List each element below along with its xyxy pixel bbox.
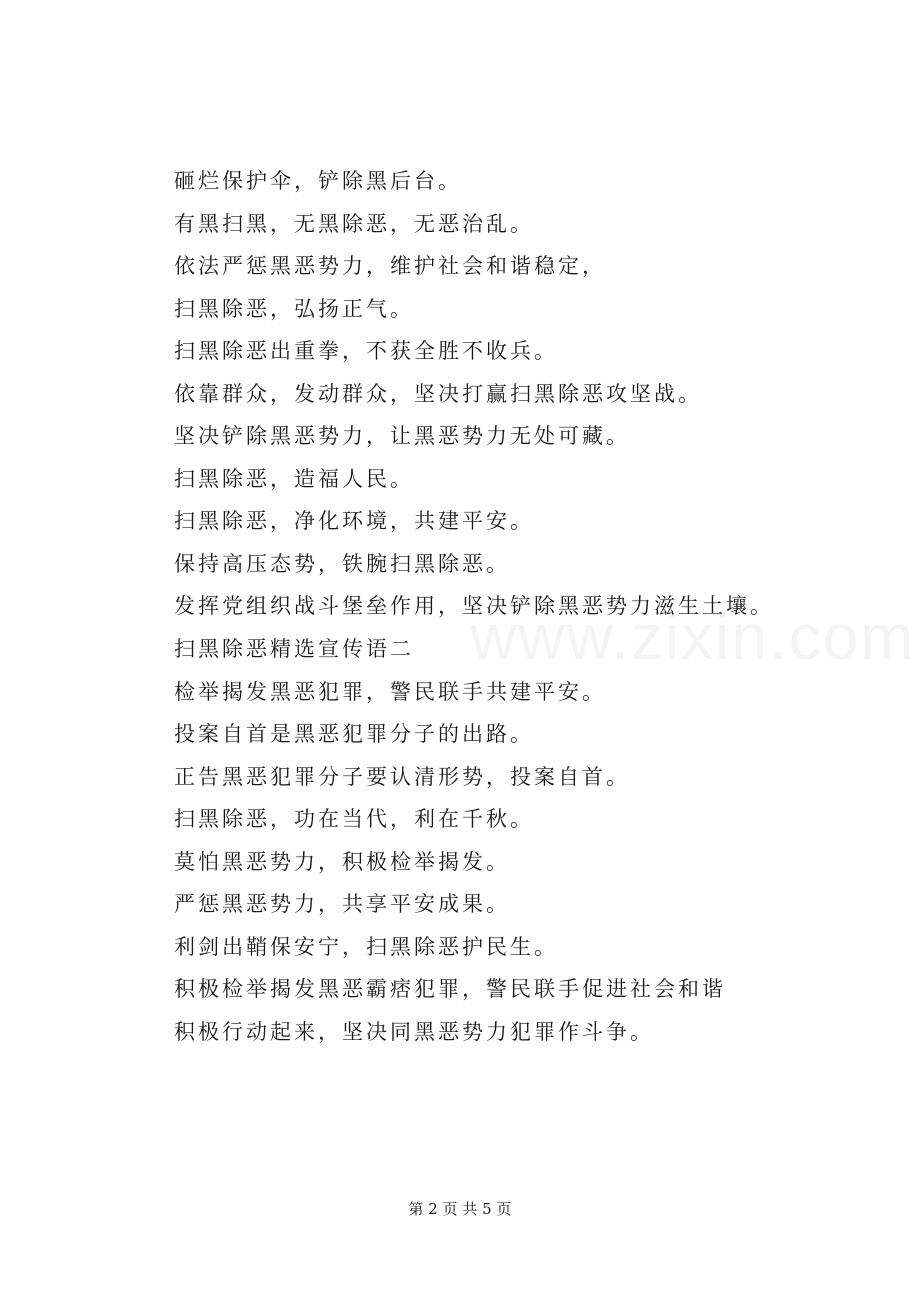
watermark [470,600,920,674]
slogan-line: 扫黑除恶，弘扬正气。 [174,296,414,321]
slogan-line: 投案自首是黑恶犯罪分子的出路。 [174,722,534,747]
slogan-line: 检举揭发黑恶犯罪，警民联手共建平安。 [174,679,606,704]
slogan-line: 坚决铲除黑恶势力，让黑恶势力无处可藏。 [174,424,630,449]
slogan-line: 严惩黑恶势力，共享平安成果。 [174,892,510,917]
slogan-line: 有黑扫黑，无黑除恶，无恶治乱。 [174,211,534,236]
slogan-line: 发挥党组织战斗堡垒作用，坚决铲除黑恶势力滋生土壤。 [174,594,774,619]
slogan-line: 正告黑恶犯罪分子要认清形势，投案自首。 [174,764,630,789]
slogan-line: 扫黑除恶，功在当代，利在千秋。 [174,807,534,832]
slogan-line: 扫黑除恶，净化环境，共建平安。 [174,509,534,534]
slogan-line: 依法严惩黑恶势力，维护社会和谐稳定， [174,254,606,279]
slogan-line: 莫怕黑恶势力，积极检举揭发。 [174,849,510,874]
slogan-line: 保持高压态势，铁腕扫黑除恶。 [174,551,510,576]
section-heading: 扫黑除恶精选宣传语二 [174,637,414,662]
slogan-line: 扫黑除恶出重拳，不获全胜不收兵。 [174,339,558,364]
slogan-line: 扫黑除恶，造福人民。 [174,466,414,491]
page-footer: 第 2 页 共 5 页 [408,1200,512,1218]
slogan-line: 砸烂保护伞，铲除黑后台。 [174,169,462,193]
slogan-line: 依靠群众，发动群众，坚决打赢扫黑除恶攻坚战。 [174,381,702,406]
slogan-line: 积极行动起来，坚决同黑恶势力犯罪作斗争。 [174,1019,654,1044]
slogan-line: 积极检举揭发黑恶霸痞犯罪，警民联手促进社会和谐 [174,977,726,1002]
slogan-line: 利剑出鞘保安宁，扫黑除恶护民生。 [174,934,558,959]
